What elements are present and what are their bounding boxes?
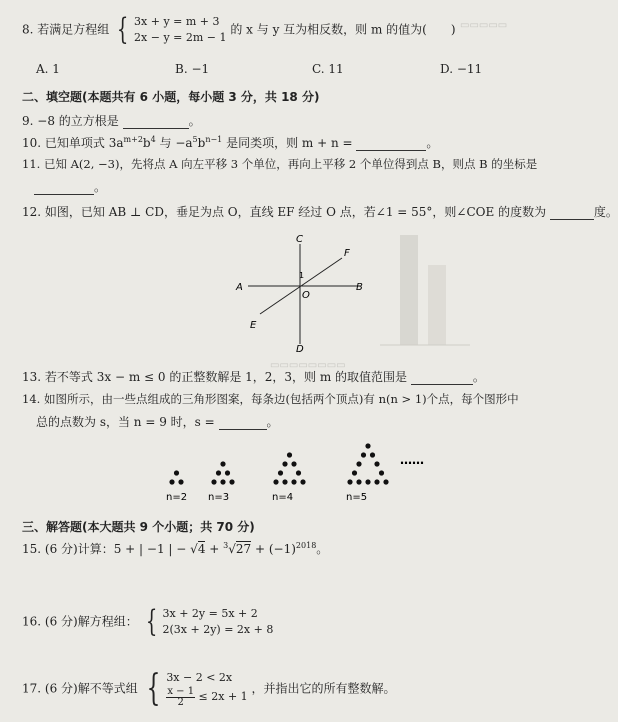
equation: 2x − y = 2m − 1	[134, 31, 227, 44]
question-text: +	[205, 542, 224, 556]
punctuation: 。	[472, 370, 485, 384]
answer-blank[interactable]	[411, 372, 473, 385]
label-f: F	[344, 248, 350, 259]
question-text: 已知单项式 3a	[44, 136, 124, 150]
triangle-dot	[296, 470, 301, 475]
perpendicular-lines-figure	[230, 232, 370, 354]
label-n4: n=4	[272, 492, 294, 503]
question-text: b	[142, 136, 151, 150]
label-n2: n=2	[166, 492, 188, 503]
exponent: 5	[192, 135, 198, 144]
triangle-dot	[365, 479, 370, 484]
inequality: 3x − 2 < 2x	[166, 671, 233, 684]
question-text: −8 的立方根是	[37, 114, 119, 128]
answer-blank[interactable]	[34, 182, 94, 195]
equation-system	[163, 606, 274, 638]
label-a: A	[236, 282, 243, 293]
punctuation: 度。	[593, 205, 618, 219]
option-b: B. −1	[175, 62, 210, 76]
section-heading: 二、填空题(本题共有 6 小题，每小题 3 分，共 18 分)	[22, 90, 320, 104]
triangle-dot	[370, 452, 375, 457]
question-text: 与 −a	[155, 136, 193, 150]
question-number: 13.	[22, 370, 42, 384]
question-text: 是同类项，则 m + n =	[222, 136, 353, 150]
triangle-dot	[356, 479, 361, 484]
triangle-patterns	[169, 443, 388, 484]
triangle-dot	[282, 461, 287, 466]
question-text: 若不等式 3x − m ≤ 0 的正整数解是 1，2，3，则 m 的取值范围是	[44, 370, 408, 384]
answer-blank[interactable]	[550, 207, 594, 220]
question-number: 15.	[22, 542, 42, 556]
equation-system	[134, 14, 226, 46]
question-14	[22, 391, 519, 407]
ellipsis: ……	[400, 453, 424, 467]
inequality: ≤ 2x + 1	[195, 690, 248, 703]
label-angle-1: 1	[299, 271, 305, 280]
triangle-dot	[374, 479, 379, 484]
triangle-dot	[374, 461, 379, 466]
question-13	[22, 368, 485, 385]
question-number: 11.	[22, 157, 41, 171]
option-d: D. −11	[440, 62, 483, 76]
bleed-through-chart	[360, 220, 480, 355]
triangle-dot	[356, 461, 361, 466]
question-number: 8.	[22, 22, 34, 37]
dot-triangles-figure	[160, 430, 460, 505]
answer-blank[interactable]	[123, 116, 189, 129]
triangle-dot	[365, 443, 370, 448]
label-n5: n=5	[346, 492, 368, 503]
exponent: 2018	[295, 541, 317, 550]
triangle-dot	[379, 470, 384, 475]
exponent: m+2	[123, 135, 143, 144]
bleed-through: ▭▭▭▭▭▭▭▭	[270, 360, 346, 371]
answer-blank[interactable]	[219, 417, 267, 430]
label-o: O	[302, 290, 310, 301]
triangle-dot	[291, 461, 296, 466]
punctuation: 。	[94, 180, 107, 194]
triangle-dot	[211, 479, 216, 484]
denominator: 2	[177, 697, 184, 708]
triangle-dot	[287, 452, 292, 457]
label-c: C	[296, 234, 303, 245]
triangle-dot	[229, 479, 234, 484]
triangle-dot	[282, 479, 287, 484]
cbrt-sign: √	[228, 542, 236, 556]
triangle-dot	[300, 479, 305, 484]
question-number: 14.	[22, 392, 41, 406]
question-text: 如图，已知 AB ⊥ CD，垂足为点 O，直线 EF 经过 O 点，若∠1 = 55°，则∠COE 的度数为	[44, 205, 547, 219]
question-9	[22, 112, 201, 129]
punctuation: 。	[188, 114, 201, 128]
triangle-dot	[216, 470, 221, 475]
equation: 3x + 2y = 5x + 2	[162, 607, 258, 620]
question-text: + (−1)	[251, 542, 296, 556]
question-11-answer	[34, 178, 106, 195]
question-number: 17.	[22, 681, 42, 696]
question-text: b	[197, 136, 206, 150]
triangle-dot	[383, 479, 388, 484]
question-text: 的 x 与 y 互为相反数，则 m 的值为( )	[230, 22, 456, 37]
triangle-dot	[361, 452, 366, 457]
question-text: (6 分)解方程组：	[44, 614, 138, 629]
radicand: 4	[197, 542, 206, 556]
triangle-dot	[225, 470, 230, 475]
question-text: (6 分)解不等式组	[44, 681, 138, 696]
triangle-dot	[174, 470, 179, 475]
label-e: E	[250, 320, 257, 331]
inequality-system	[166, 670, 247, 708]
question-number: 9.	[22, 114, 34, 128]
section-heading: 三、解答题(本大题共 9 个小题；共 70 分)	[22, 520, 255, 534]
answer-blank[interactable]	[356, 138, 426, 151]
question-text: 如图所示，由一些点组成的三角形图案，每条边(包括两个顶点)有 n(n > 1)个点，每个图形中	[43, 392, 519, 406]
question-14-line2	[36, 413, 279, 430]
root-index: 3	[223, 541, 229, 550]
question-number: 12.	[22, 205, 42, 219]
label-d: D	[296, 344, 304, 355]
triangle-dot	[278, 470, 283, 475]
question-11	[22, 156, 537, 172]
numerator: x − 1	[167, 686, 195, 697]
question-text: ，并指出它的所有整数解。	[251, 681, 396, 696]
question-number: 16.	[22, 614, 42, 629]
punctuation: 。	[426, 136, 439, 150]
question-text: 已知 A(2, −3)，先将点 A 向左平移 3 个单位，再向上平移 2 个单位得到点 B，则点 B 的坐标是	[43, 157, 538, 171]
punctuation: 。	[316, 542, 329, 556]
triangle-dot	[220, 461, 225, 466]
triangle-dot	[352, 470, 357, 475]
question-17: 17. (6 分)解不等式组 { 3x − 2 < 2x $\frac{x - 1}{2} \le 2x + 1$ ，并指出它的所有整数解。	[22, 668, 396, 709]
question-text: (6 分)计算：5 + | −1 | −	[44, 542, 191, 556]
question-10	[22, 134, 438, 151]
triangle-dot	[273, 479, 278, 484]
triangle-dot	[347, 479, 352, 484]
label-b: B	[356, 282, 363, 293]
sqrt-sign: √	[190, 542, 198, 556]
exponent: n−1	[205, 135, 223, 144]
triangle-dot	[169, 479, 174, 484]
radicand: 27	[235, 542, 252, 556]
triangle-dot	[178, 479, 183, 484]
equation: 3x + y = m + 3	[134, 15, 220, 28]
option-c: C. 11	[312, 62, 344, 76]
question-number: 10.	[22, 136, 42, 150]
punctuation: 。	[266, 415, 279, 429]
label-n3: n=3	[208, 492, 230, 503]
equation: 2(3x + 2y) = 2x + 8	[162, 623, 274, 636]
fraction	[166, 686, 195, 708]
question-8: 8. 若满足方程组 { 3x + y = m + 3 2x − y = 2m − 1 的 x 与 y 互为相反数，则 m 的值为( )	[22, 12, 456, 47]
option-a: A. 1	[36, 62, 60, 76]
exponent: 4	[150, 135, 156, 144]
question-12	[22, 203, 618, 220]
question-15	[22, 540, 328, 557]
bleed-through: ▭▭▭▭▭	[460, 20, 508, 31]
question-16: 16. (6 分)解方程组： { 3x + 2y = 5x + 2 2(3x + 2y) = 2x + 8	[22, 604, 274, 639]
triangle-dot	[220, 479, 225, 484]
question-text: 总的点数为 s，当 n = 9 时，s =	[36, 415, 215, 429]
question-text: 若满足方程组	[37, 22, 110, 37]
triangle-dot	[291, 479, 296, 484]
